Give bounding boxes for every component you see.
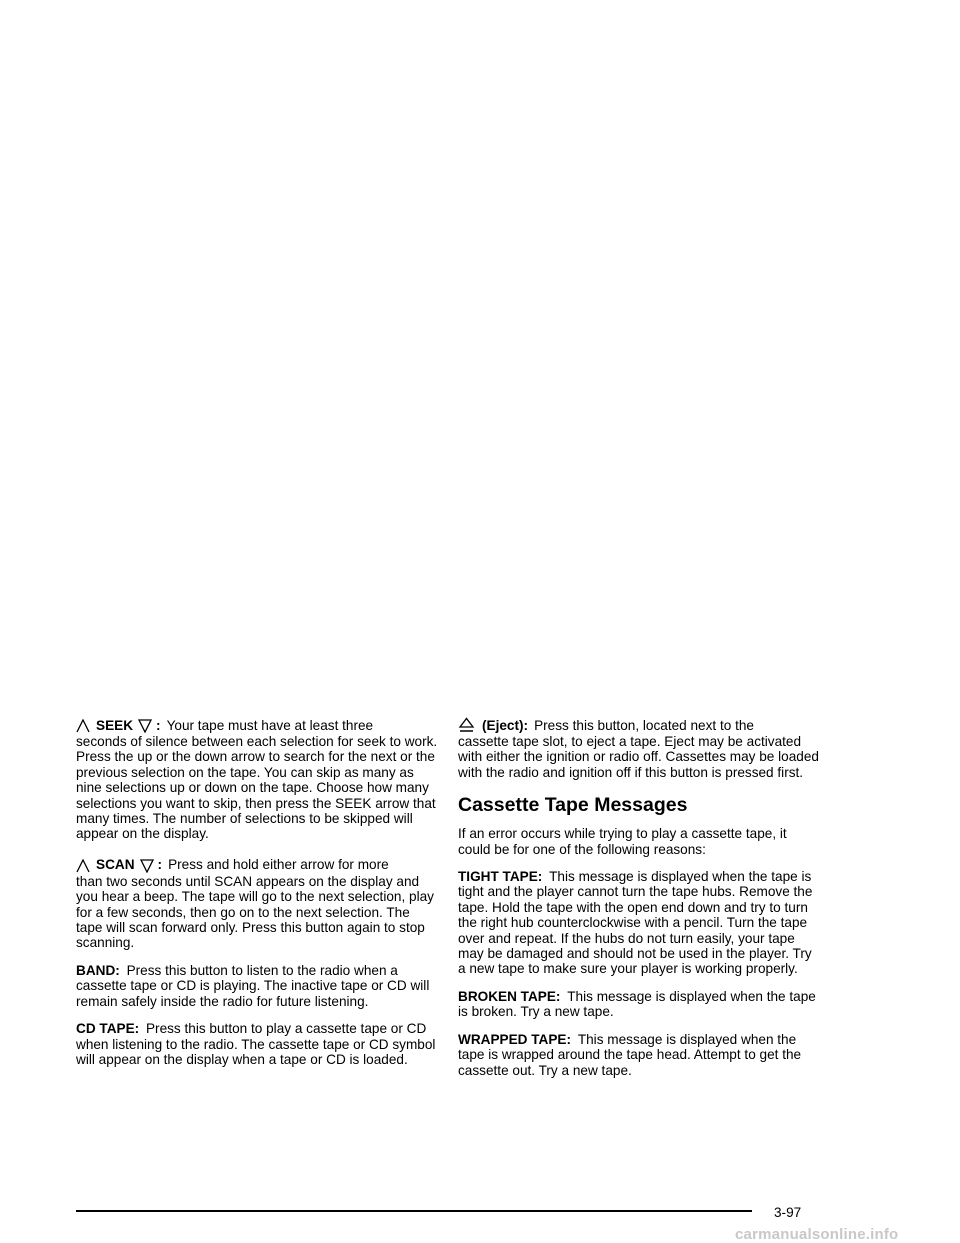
broken-tape-term: BROKEN TAPE: bbox=[458, 988, 561, 1004]
scan-colon: : bbox=[157, 857, 163, 873]
footer-rule bbox=[76, 1210, 752, 1212]
band-text: Press this button to listen to the radio when a cassette tape or CD is playing. The inactive tape or CD will remain safely inside the radio for future listening. bbox=[76, 962, 430, 1009]
tight-tape-term: TIGHT TAPE: bbox=[458, 869, 543, 885]
scan-body: than two seconds until SCAN appears on the display and you hear a beep. The tape will go to the next selection, play for a few seconds, then go on to the next selection. The tape will scan forward only. Press this button again to stop scanning. bbox=[76, 873, 434, 951]
seek-first-line: Your tape must have at least three bbox=[166, 717, 374, 733]
scan-lead-line bbox=[76, 854, 438, 873]
seek-term: SEEK bbox=[96, 717, 134, 733]
watermark: carmanualsonline.info bbox=[735, 1226, 899, 1243]
cd-tape-text: Press this button to play a cassette tape or CD when listening to the radio. The cassette tape or CD symbol will appear on the display when a tape or CD is loaded. bbox=[76, 1021, 436, 1067]
eject-lead-line bbox=[458, 714, 820, 733]
eject-term: (Eject): bbox=[482, 717, 529, 733]
section-heading: Cassette Tape Messages bbox=[458, 794, 688, 817]
wrapped-tape-text: This message is displayed when the tape is wrapped around the tape head. Attempt to get the cassette out. Try a new tape. bbox=[458, 1031, 802, 1078]
wrapped-tape-paragraph bbox=[458, 1032, 820, 1078]
scan-first-line: Press and hold either arrow for more bbox=[168, 857, 389, 873]
scan-paragraph bbox=[76, 854, 438, 951]
left-column bbox=[76, 714, 438, 1079]
eject-paragraph bbox=[458, 714, 820, 780]
up-arrow-icon bbox=[76, 719, 90, 733]
up-arrow-icon bbox=[76, 859, 90, 873]
scan-term: SCAN bbox=[96, 857, 135, 873]
cd-tape-paragraph bbox=[76, 1021, 438, 1067]
eject-first-line: Press this button, located next to the bbox=[534, 717, 754, 733]
wrapped-tape-term: WRAPPED TAPE: bbox=[458, 1031, 572, 1047]
seek-body: seconds of silence between each selection for seek to work. Press the up or the down arrow to search for the next or the previous selection on the tape. You can skip as many as nine selections up or down on the tape. Choose how many selections you want to skip, then press the SEEK arrow that many times. The number of selections to be skipped will appear on the display. bbox=[76, 734, 438, 842]
seek-colon: : bbox=[156, 717, 161, 733]
band-term: BAND: bbox=[76, 962, 120, 978]
seek-lead-line bbox=[76, 714, 438, 733]
band-paragraph bbox=[76, 963, 438, 1009]
cd-tape-term: CD TAPE: bbox=[76, 1021, 140, 1037]
tight-tape-text: This message is displayed when the tape is tight and the player cannot turn the tape hubs. Remove the tape. Hold the tape with the open end down and try to turn the right hub counterclockwise with a pencil. Turn the tape over and repeat. If the hubs do not turn easily, your tape may be damaged and should not be used in the player. Try a new tape to make sure your player is working properly. bbox=[458, 869, 813, 977]
down-arrow-icon bbox=[140, 858, 154, 873]
tight-tape-paragraph bbox=[458, 869, 820, 977]
broken-tape-paragraph bbox=[458, 989, 820, 1020]
eject-body: cassette tape slot, to eject a tape. Eject may be activated with either the ignition or radio off. Cassettes may be loaded with the radio and ignition off if this button is pressed first. bbox=[458, 734, 819, 780]
seek-paragraph bbox=[76, 714, 438, 842]
right-column bbox=[458, 714, 820, 1090]
eject-icon bbox=[458, 717, 475, 733]
broken-tape-text: This message is displayed when the tape is broken. Try a new tape. bbox=[458, 988, 816, 1020]
intro-paragraph: If an error occurs while trying to play a cassette tape, it could be for one of the following reasons: bbox=[458, 826, 787, 857]
page-number: 3-97 bbox=[774, 1205, 802, 1220]
down-arrow-icon bbox=[138, 718, 152, 733]
